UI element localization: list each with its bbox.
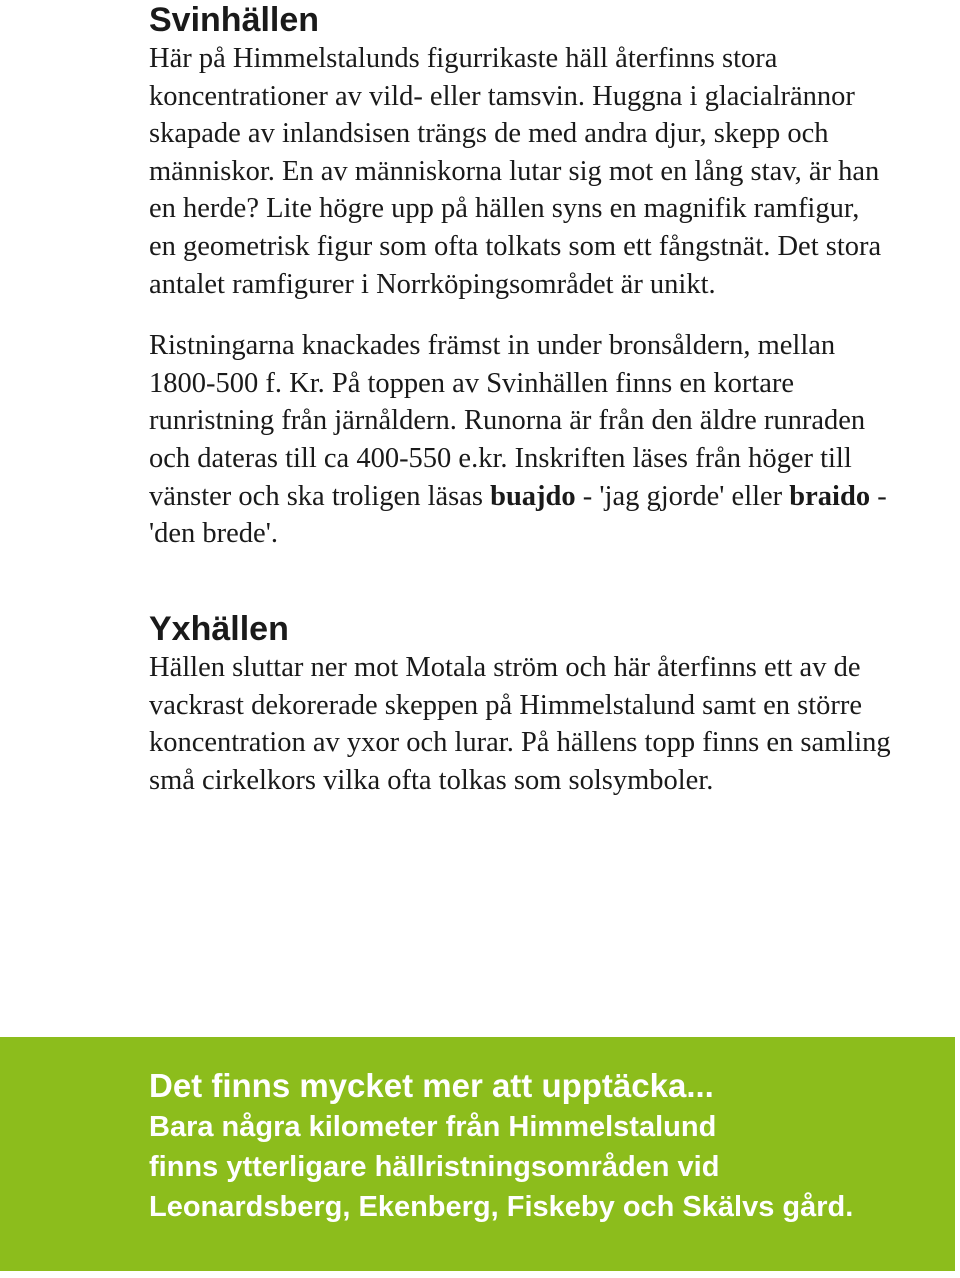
paragraph-yxhallen: [149, 649, 949, 799]
banner-text: [149, 1107, 949, 1227]
text-line: människor. En av människorna lutar sig mot en lång stav, är han: [149, 155, 880, 187]
text-line: Hällen sluttar ner mot Motala ström och här återfinns ett av de: [149, 652, 861, 683]
text-line: små cirkelkors vilka ofta tolkas som solsymboler.: [149, 764, 714, 796]
banner-content: [149, 1067, 949, 1227]
heading-yxhallen: Yxhällen: [149, 610, 289, 648]
rune-word-braido: braido: [789, 480, 871, 512]
text-fragment: vänster och ska troligen läsas: [149, 480, 491, 512]
text-line-inscription: [149, 478, 949, 516]
text-fragment: - 'jag gjorde' eller: [575, 480, 790, 512]
text-line: 'den brede'.: [149, 518, 278, 550]
section-svinhallen: [149, 0, 949, 553]
banner-title: Det finns mycket mer att upptäcka...: [149, 1067, 714, 1104]
text-line: en geometrisk figur som ofta tolkats som ett fångstnät. Det stora: [149, 230, 882, 262]
text-line: och dateras till ca 400-550 e.kr. Inskriften läses från höger till: [149, 442, 852, 474]
text-line: runristning från järnåldern. Runorna är från den äldre runraden: [149, 405, 866, 437]
text-line: vackrast dekorerade skeppen på Himmelstalund samt en större: [149, 689, 863, 721]
paragraph-gap: [149, 303, 949, 327]
text-line: koncentration av yxor och lurar. På hällens topp finns en samling: [149, 727, 891, 759]
banner-line: finns ytterligare hällristningsområden vid: [149, 1151, 720, 1183]
paragraph-svinhallen-2: [149, 327, 949, 553]
text-line: skapade av inlandsisen trängs de med andra djur, skepp och: [149, 118, 829, 150]
info-banner: [0, 1037, 955, 1271]
section-yxhallen: [149, 609, 949, 799]
text-line: en herde? Lite högre upp på hällen syns en magnifik ramfigur,: [149, 193, 860, 225]
paragraph-svinhallen-1: [149, 40, 949, 303]
text-line: Här på Himmelstalunds figurrikaste häll återfinns stora: [149, 43, 778, 74]
rune-word-buajdo: buajdo: [490, 480, 576, 512]
text-line: 1800-500 f. Kr. På toppen av Svinhällen finns en kortare: [149, 367, 795, 399]
text-line: koncentrationer av vild- eller tamsvin. Huggna i glacialrännor: [149, 80, 855, 112]
banner-line: Leonardsberg, Ekenberg, Fiskeby och Skälvs gård.: [149, 1191, 854, 1223]
banner-line: Bara några kilometer från Himmelstalund: [149, 1111, 717, 1143]
heading-svinhallen: Svinhällen: [149, 1, 320, 39]
text-line: Ristningarna knackades främst in under bronsåldern, mellan: [149, 330, 836, 362]
text-fragment: -: [870, 480, 887, 512]
text-line: antalet ramfigurer i Norrköpingsområdet är unikt.: [149, 268, 716, 300]
